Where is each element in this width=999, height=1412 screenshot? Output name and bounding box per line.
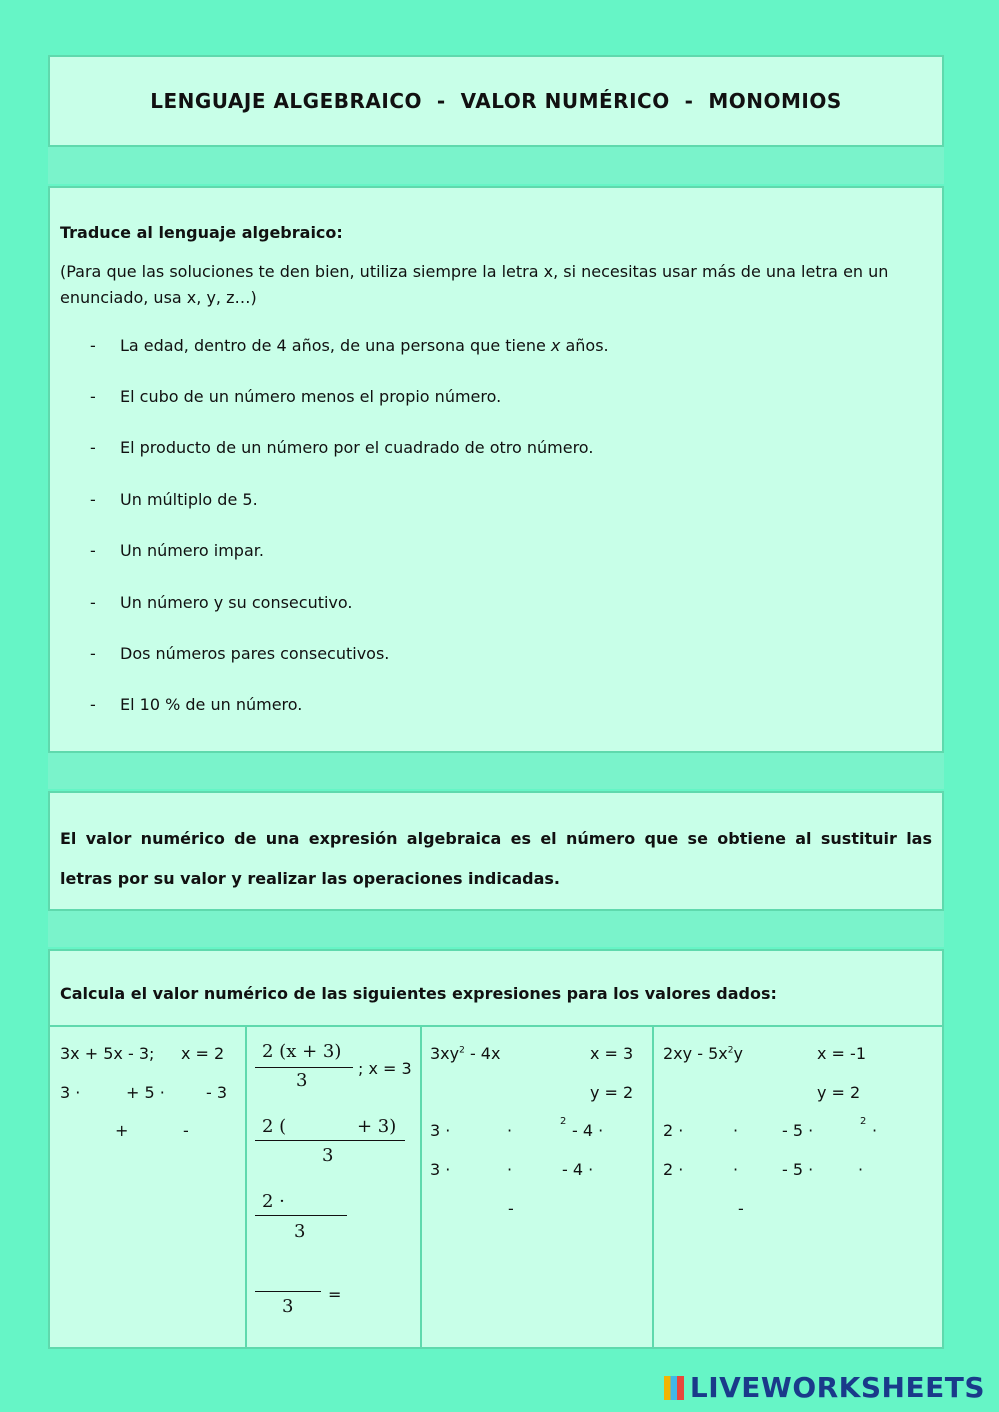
- page-title: LENGUAJE ALGEBRAICO - VALOR NUMÉRICO - MONOMIOS: [150, 89, 842, 113]
- bullet-dash: -: [90, 695, 96, 714]
- title-box: [48, 55, 944, 147]
- divider: [50, 1025, 942, 1027]
- bullet-dash: -: [90, 644, 96, 663]
- translate-heading: Traduce al lenguaje algebraico:: [60, 223, 343, 242]
- list-item: - El cubo de un número menos el propio número.: [90, 387, 502, 406]
- list-item: - Un número y su consecutivo.: [90, 593, 353, 612]
- expression: 3x + 5x - 3;: [60, 1044, 155, 1063]
- definition-text: El valor numérico de una expresión algebraica es el número que se obtiene al sustituir las letras por su valor y realizar las operaciones indicadas.: [60, 829, 932, 888]
- given-value: y = 2: [817, 1083, 861, 1102]
- translate-section: [48, 186, 944, 753]
- given-value: y = 2: [590, 1083, 634, 1102]
- fraction-denominator: 3: [296, 1070, 308, 1091]
- given-value: x = 2: [181, 1044, 225, 1063]
- list-item: - La edad, dentro de 4 años, de una persona que tiene x años.: [90, 336, 609, 355]
- given-value: ; x = 3: [358, 1059, 412, 1078]
- divider: [245, 1027, 247, 1347]
- liveworksheets-logo[interactable]: [664, 1371, 985, 1404]
- bullet-dash: -: [90, 490, 96, 509]
- fraction-bar: [255, 1215, 347, 1216]
- translate-note: (Para que las soluciones te den bien, utiliza siempre la letra x, si necesitas usar más de una letra en un enunciado, usa x, y, z…): [60, 262, 889, 307]
- list-item: - El 10 % de un número.: [90, 695, 303, 714]
- bullet-dash: -: [90, 438, 96, 457]
- expression: $3xy^2 - 4x$: [430, 1044, 501, 1063]
- logo-text: LIVEWORKSHEETS: [689, 1371, 985, 1404]
- calculate-section: Calcula el valor numérico de las siguientes expresiones para los valores dados: 3x + 5x - 3; x = 2 3 · + 5 · - 3 + - 2 (x + 3) 3 ; x = 3 2 ( + 3) 3 2 · 3 3 = $3xy^2 - 4x$ x = 3 y = 2 3 · · 2 - 4 · 3 · · - 4 · - $2xy - 5x^2y$ x = -1 y = 2 2 · · - 5 · 2 · 2 · · - 5 · · -: [48, 949, 944, 1349]
- fraction-bar: [255, 1067, 353, 1068]
- bullet-dash: -: [90, 593, 96, 612]
- list-item: - Un número impar.: [90, 541, 264, 560]
- bullet-dash: -: [90, 541, 96, 560]
- list-item: - Dos números pares consecutivos.: [90, 644, 390, 663]
- given-value: x = 3: [590, 1044, 634, 1063]
- bullet-dash: -: [90, 387, 96, 406]
- list-item: - El producto de un número por el cuadrado de otro número.: [90, 438, 594, 457]
- given-value: x = -1: [817, 1044, 866, 1063]
- fraction-numerator: 2 (x + 3): [262, 1041, 342, 1062]
- spacer-band: [48, 911, 944, 947]
- bullet-dash: -: [90, 336, 96, 355]
- list-item: - Un múltiplo de 5.: [90, 490, 258, 509]
- expression: $2xy - 5x^2y$: [663, 1044, 743, 1063]
- calculate-heading: Calcula el valor numérico de las siguientes expresiones para los valores dados:: [60, 984, 777, 1003]
- fraction-bar: [255, 1140, 405, 1141]
- spacer-band: [48, 147, 944, 184]
- divider: [420, 1027, 422, 1347]
- divider: [652, 1027, 654, 1347]
- logo-icon: [664, 1376, 684, 1400]
- spacer-band: [48, 753, 944, 789]
- fraction-bar: [255, 1291, 321, 1292]
- definition-section: [48, 791, 944, 911]
